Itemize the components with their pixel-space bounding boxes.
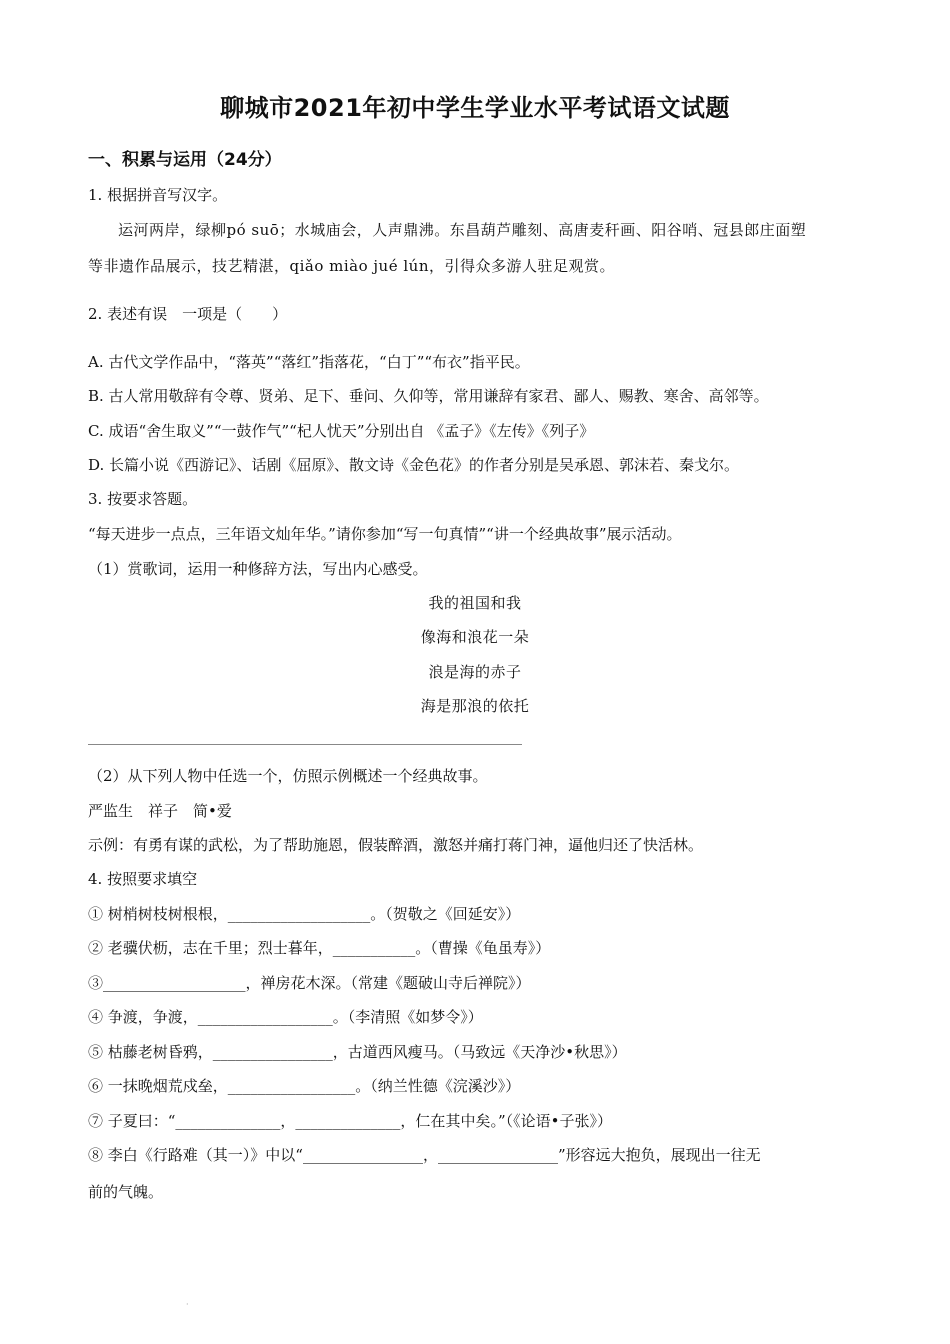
q1-heading: 1. 根据拼音写汉字。 xyxy=(88,186,228,204)
q2-option-d: D. 长篇小说《西游记》、话剧《屈原》、散文诗《金色花》的作者分别是吴承恩、郭沫若、秦戈尔。 xyxy=(88,456,740,474)
poem-line: 浪是海的赤子 xyxy=(428,663,522,681)
q4-item-continuation: 前的气魄。 xyxy=(88,1183,164,1201)
q3-sub1: （1）赏歌词，运用一种修辞方法，写出内心感受。 xyxy=(88,560,428,578)
footer-mark: · xyxy=(186,1300,189,1309)
q3-characters: 严监生 祥子 简•爱 xyxy=(88,802,232,820)
section-heading-1: 一、积累与运用（24分） xyxy=(88,150,282,170)
q2-option-b: B. 古人常用敬辞有令尊、贤弟、足下、垂问、久仰等，常用谦辞有家君、鄙人、赐教、寒舍、高邻等。 xyxy=(88,387,769,405)
answer-line[interactable] xyxy=(88,744,522,745)
q4-item: ⑧ 李白《行路难（其一）》中以“________________，________________”形容远大抱负，展现出一往无 xyxy=(88,1146,761,1164)
q4-item: ③___________________，禅房花木深。（常建《题破山寺后禅院》） xyxy=(88,974,531,992)
q2-heading: 2. 表述有误 一项是（ ） xyxy=(88,305,288,323)
q4-item: ④ 争渡，争渡，__________________。（李清照《如梦令》） xyxy=(88,1008,483,1026)
q4-item: ② 老骥伏枥，志在千里；烈士暮年，___________。（曹操《龟虽寿》） xyxy=(88,939,551,957)
q1-paragraph-line2: 等非遗作品展示，技艺精湛，qiǎo miào jué lún，引得众多游人驻足观赏。 xyxy=(88,257,615,275)
q4-item: ① 树梢树枝树根根，___________________。（贺敬之《回延安》） xyxy=(88,905,521,923)
q1-paragraph-line1: 运河两岸，绿柳pó suō；水城庙会，人声鼎沸。东昌葫芦雕刻、高唐麦秆画、阳谷哨、冠县郎庄面塑 xyxy=(118,221,807,239)
poem-line: 海是那浪的依托 xyxy=(420,697,530,715)
poem-line: 我的祖国和我 xyxy=(428,594,522,612)
q4-item: ⑦ 子夏曰：“______________，______________，仁在其中矣。”（《论语•子张》） xyxy=(88,1112,612,1130)
q2-option-c: C. 成语“舍生取义”“一鼓作气”“杞人忧天”分别出自 《孟子》《左传》《列子》 xyxy=(88,422,595,440)
q3-sub2: （2）从下列人物中任选一个，仿照示例概述一个经典故事。 xyxy=(88,767,488,785)
q4-item: ⑤ 枯藤老树昏鸦，________________，古道西风瘦马。（马致远《天净沙•秋思》） xyxy=(88,1043,627,1061)
q3-intro: “每天进步一点点，三年语文灿年华。”请你参加“写一句真情”“讲一个经典故事”展示活动。 xyxy=(88,525,682,543)
q4-item: ⑥ 一抹晚烟荒戍垒，_________________。（纳兰性德《浣溪沙》） xyxy=(88,1077,521,1095)
q3-heading: 3. 按要求答题。 xyxy=(88,490,198,508)
q3-example: 示例：有勇有谋的武松，为了帮助施恩，假装醉酒，激怒并痛打蒋门神，逼他归还了快活林。 xyxy=(88,836,704,854)
q2-option-a: A. 古代文学作品中，“落英”“落红”指落花，“白丁”“布衣”指平民。 xyxy=(88,353,530,371)
q4-heading: 4. 按照要求填空 xyxy=(88,870,198,888)
poem-line: 像海和浪花一朵 xyxy=(420,628,530,646)
page-title: 聊城市2021年初中学生学业水平考试语文试题 xyxy=(220,94,730,122)
